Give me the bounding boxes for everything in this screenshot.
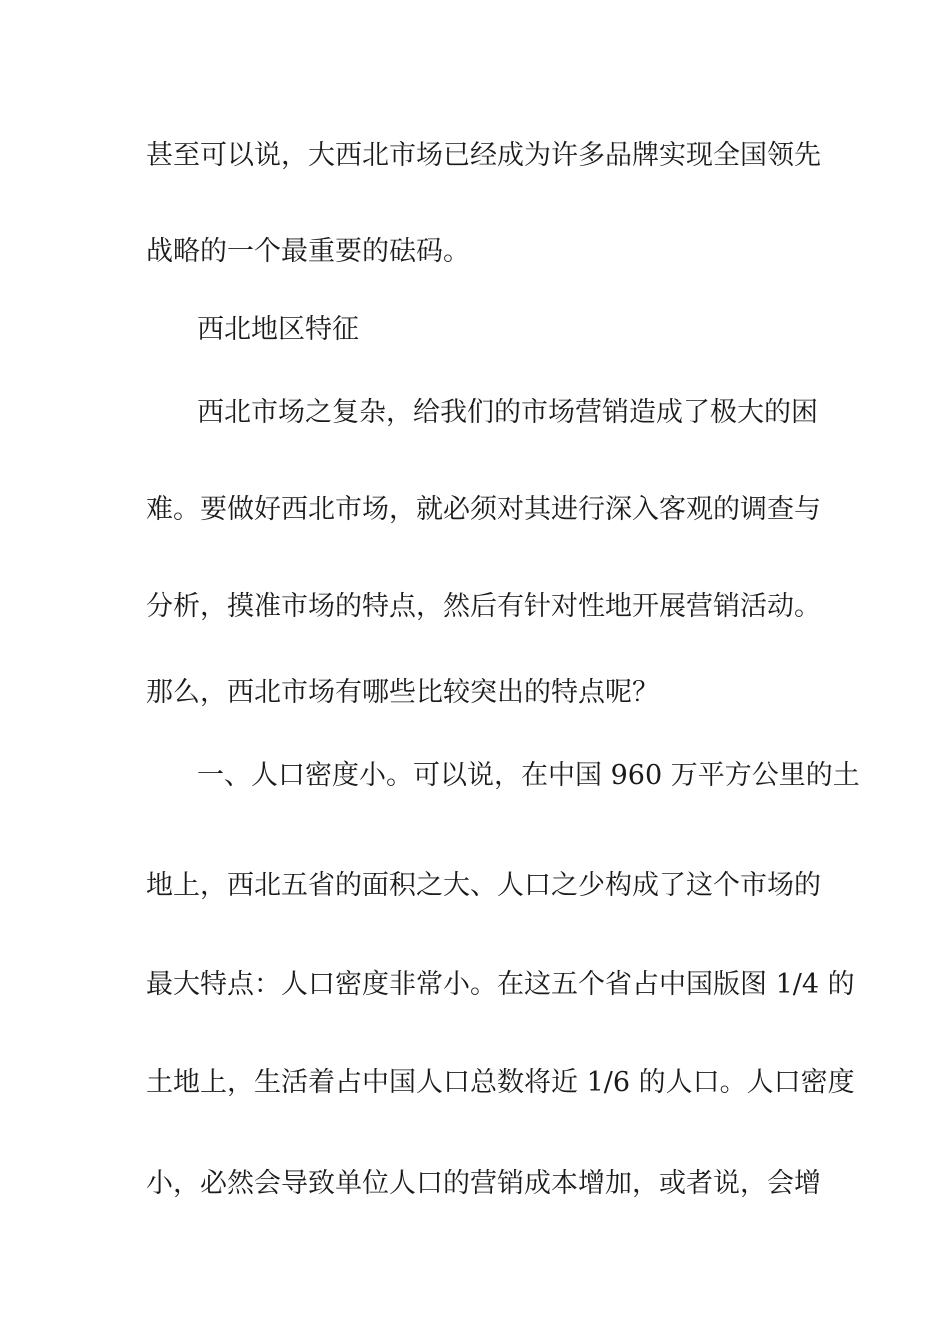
paragraph-line: 分析，摸准市场的特点，然后有针对性地开展营销活动。 (146, 591, 821, 622)
paragraph-line: 土地上，生活着占中国人口总数将近 1/6 的人口。人口密度 (146, 1067, 855, 1098)
paragraph-line: 最大特点：人口密度非常小。在这五个省占中国版图 1/4 的 (146, 969, 855, 1000)
paragraph-line: 西北市场之复杂，给我们的市场营销造成了极大的困 (197, 397, 818, 428)
paragraph-line: 战略的一个最重要的砝码。 (146, 236, 470, 267)
section-heading: 西北地区特征 (197, 314, 359, 345)
paragraph-line: 小，必然会导致单位人口的营销成本增加，或者说，会增 (146, 1168, 821, 1199)
paragraph-line: 地上，西北五省的面积之大、人口之少构成了这个市场的 (146, 870, 821, 901)
paragraph-line: 一、人口密度小。可以说，在中国 960 万平方公里的土 (197, 760, 860, 791)
paragraph-line: 那么，西北市场有哪些比较突出的特点呢？ (146, 677, 659, 708)
paragraph-line: 甚至可以说，大西北市场已经成为许多品牌实现全国领先 (146, 140, 821, 171)
paragraph-line: 难。要做好西北市场，就必须对其进行深入客观的调查与 (146, 494, 821, 525)
